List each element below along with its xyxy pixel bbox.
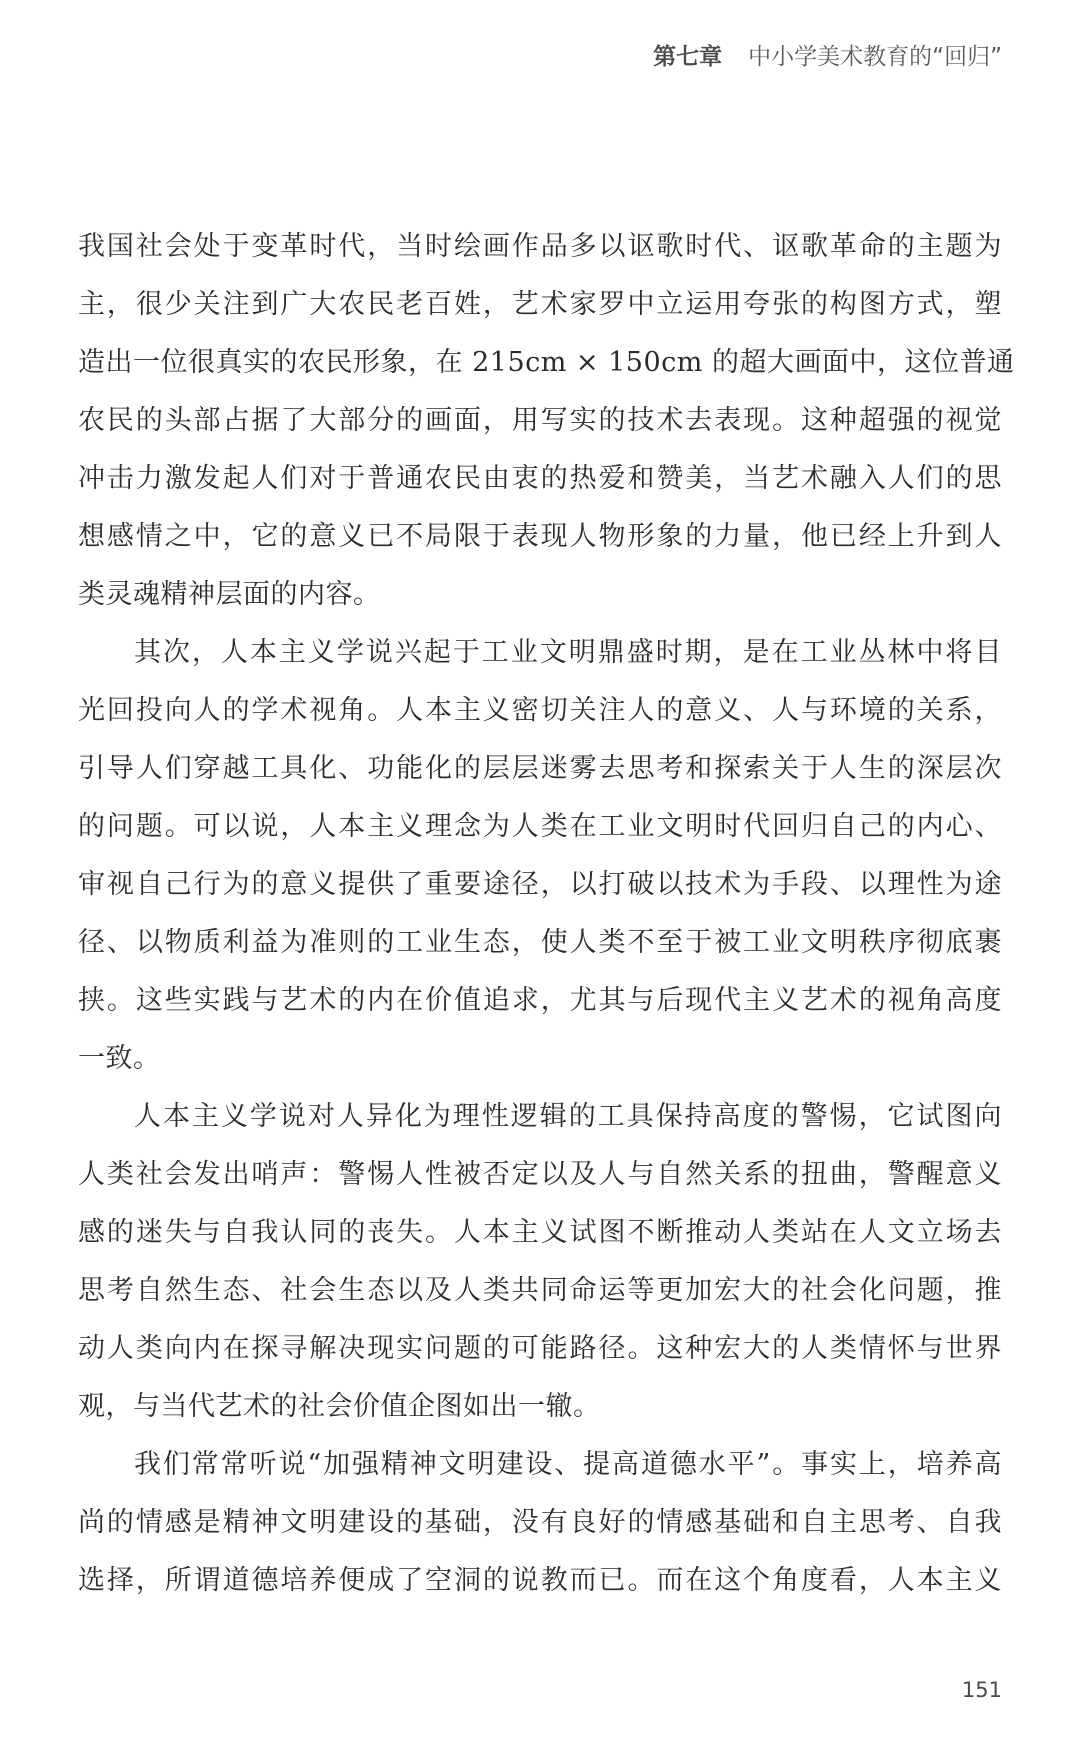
- text-line: 感的迷失与自我认同的丧失。人本主义试图不断推动人类站在人文立场去: [78, 1217, 1002, 1248]
- body-text: [78, 218, 1015, 1610]
- text-line: 想感情之中，它的意义已不局限于表现人物形象的力量，他已经上升到人: [78, 521, 1002, 552]
- text-line: 引导人们穿越工具化、功能化的层层迷雾去思考和探索关于人生的深层次: [78, 753, 1002, 784]
- text-line: 类灵魂精神层面的内容。: [78, 579, 381, 610]
- text-line: 主，很少关注到广大农民老百姓，艺术家罗中立运用夸张的构图方式，塑: [78, 289, 1002, 320]
- text-line: 径、以物质利益为准则的工业生态，使人类不至于被工业文明秩序彻底裹: [78, 927, 1002, 958]
- running-header: [653, 38, 1002, 71]
- page-number: 151: [961, 1678, 1002, 1702]
- text-line: 观，与当代艺术的社会价值企图如出一辙。: [78, 1391, 601, 1422]
- text-line: 挟。这些实践与艺术的内在价值追求，尤其与后现代主义艺术的视角高度: [78, 985, 1002, 1016]
- text-line: 造出一位很真实的农民形象，在 215cm × 150cm 的超大画面中，这位普通: [78, 347, 1015, 378]
- text-line: 我们常常听说“加强精神文明建设、提高道德水平”。事实上，培养高: [134, 1449, 1002, 1480]
- text-line: 人本主义学说对人异化为理性逻辑的工具保持高度的警惕，它试图向: [134, 1101, 1002, 1132]
- text-line: 的问题。可以说，人本主义理念为人类在工业文明时代回归自己的内心、: [78, 811, 1002, 842]
- chapter-title: 中小学美术教育的“回归”: [748, 44, 1002, 70]
- text-line: 一致。: [78, 1043, 161, 1074]
- text-line: 动人类向内在探寻解决现实问题的可能路径。这种宏大的人类情怀与世界: [78, 1333, 1002, 1364]
- text-line: 其次，人本主义学说兴起于工业文明鼎盛时期，是在工业丛林中将目: [134, 637, 1002, 668]
- text-line: 我国社会处于变革时代，当时绘画作品多以讴歌时代、讴歌革命的主题为: [78, 231, 1002, 262]
- chapter-number: 第七章: [653, 44, 723, 70]
- text-line: 农民的头部占据了大部分的画面，用写实的技术去表现。这种超强的视觉: [78, 405, 1002, 436]
- text-line: 审视自己行为的意义提供了重要途径，以打破以技术为手段、以理性为途: [78, 869, 1002, 900]
- text-line: 尚的情感是精神文明建设的基础，没有良好的情感基础和自主思考、自我: [78, 1507, 1002, 1538]
- text-line: 选择，所谓道德培养便成了空洞的说教而已。而在这个角度看，人本主义: [78, 1565, 1002, 1596]
- text-line: 光回投向人的学术视角。人本主义密切关注人的意义、人与环境的关系，: [78, 695, 1002, 726]
- text-line: 冲击力激发起人们对于普通农民由衷的热爱和赞美，当艺术融入人们的思: [78, 463, 1002, 494]
- text-line: 人类社会发出哨声：警惕人性被否定以及人与自然关系的扭曲，警醒意义: [78, 1159, 1002, 1190]
- text-line: 思考自然生态、社会生态以及人类共同命运等更加宏大的社会化问题，推: [78, 1275, 1002, 1306]
